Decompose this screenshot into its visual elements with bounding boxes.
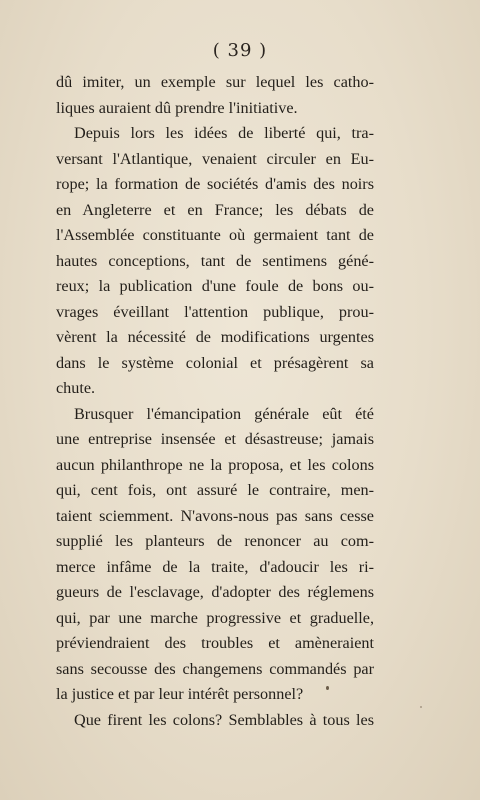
text-line: versant l'Atlantique, venaient circuler en Eu- — [56, 149, 374, 168]
text-line: dans le système colonial et présagèrent sa — [56, 353, 374, 372]
text-line: qui, par une marche progressive et graduelle, — [56, 608, 374, 627]
text-line: gueurs de l'esclavage, d'adopter des réglemens — [56, 583, 374, 601]
text-line: dû imiter, un exemple sur lequel les catho- — [56, 73, 374, 91]
text-line: qui, cent fois, ont assuré le contraire, men- — [56, 481, 374, 499]
text-line: Depuis lors les idées de liberté qui, tra- — [74, 124, 374, 142]
text-line: une entreprise insensée et désastreuse; jamais — [56, 430, 374, 448]
text-line: aucun philanthrope ne la proposa, et les colons — [56, 455, 374, 474]
text-line: Que firent les colons? Semblables à tous les — [74, 710, 374, 729]
text-line: supplié les planteurs de renoncer au com- — [56, 532, 374, 550]
page-number: ( 39 ) — [212, 40, 268, 61]
text-line: préviendraient des troubles et amèneraient — [56, 634, 374, 652]
text-line: hautes conceptions, tant de sentimens géné- — [56, 251, 374, 270]
text-line: sans secousse des changemens commandés par — [56, 659, 374, 678]
text-line: la justice et par leur intérêt personnel? — [56, 685, 304, 703]
body-text — [56, 70, 374, 733]
text-line: rope; la formation de sociétés d'amis des noirs — [56, 175, 374, 193]
text-line: en Angleterre et en France; les débats de — [56, 200, 374, 219]
text-line: vèrent la nécessité de modifications urgentes — [56, 328, 374, 346]
text-line: liques auraient dû prendre l'initiative. — [56, 98, 298, 117]
paper-speck — [420, 706, 422, 708]
text-line: chute. — [56, 379, 96, 397]
text-line: Brusquer l'émancipation générale eût été — [74, 404, 374, 423]
paper-speck — [326, 686, 329, 690]
text-line: reux; la publication d'une foule de bons ou- — [56, 277, 374, 295]
text-line: taient sciemment. N'avons-nous pas sans cesse — [56, 506, 374, 525]
text-line: vrages éveillant l'attention publique, prou- — [56, 302, 374, 321]
text-line: merce infâme de la traite, d'adoucir les ri- — [56, 557, 374, 576]
text-line: l'Assemblée constituante où germaient tant de — [56, 226, 374, 244]
